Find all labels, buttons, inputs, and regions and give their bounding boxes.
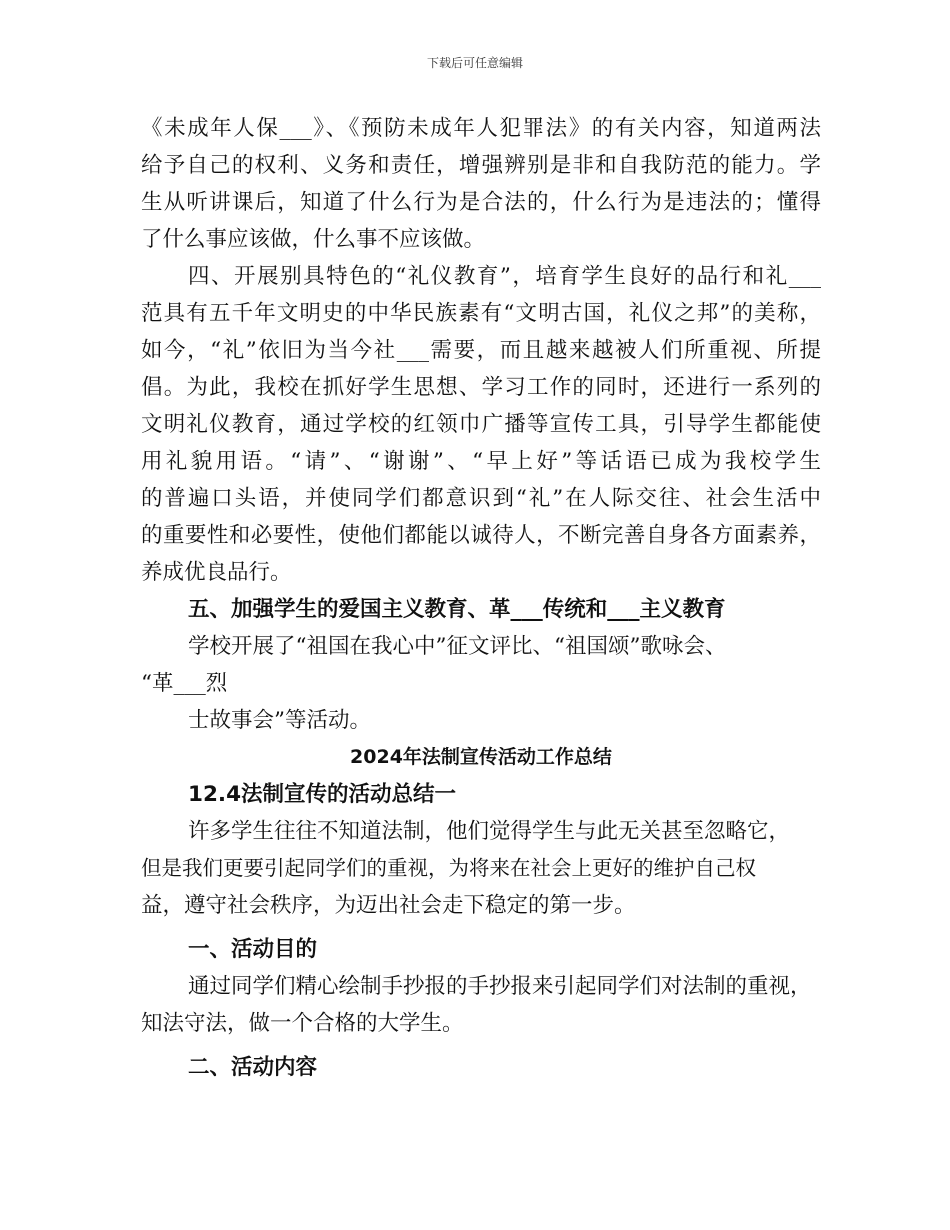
- paragraph-line: 知法守法，做一个合格的大学生。: [141, 1011, 464, 1036]
- paragraph-line: 但是我们更要引起同学们的重视，为将来在社会上更好的维护自己权: [141, 856, 756, 880]
- page-header-note: 下载后可任意编辑: [426, 56, 523, 70]
- paragraph-line: 许多学生往往不知道法制，他们觉得学生与此无关甚至忽略它，: [188, 819, 791, 844]
- paragraph-line: 了什么事应该做，什么事不应该做。: [141, 227, 486, 252]
- paragraph-line: 《未成年人保___》、《预防未成年人犯罪法》的有关内容，知道两法: [141, 116, 821, 141]
- document-title: 2024年法制宣传活动工作总结: [350, 746, 612, 768]
- paragraph-line: 的普遍口头语，并使同学们都意识到“礼”在人际交往、社会生活中: [141, 486, 821, 511]
- section-heading: 二、活动内容: [188, 1055, 318, 1080]
- paragraph-line: 四、开展别具特色的“礼仪教育”，培育学生良好的品行和礼___: [188, 264, 821, 289]
- paragraph-line: 给予自己的权利、义务和责任，增强辨别是非和自我防范的能力。学: [141, 153, 821, 178]
- document-subtitle: 12.4法制宣传的活动总结一: [188, 782, 457, 807]
- paragraph-line: 用礼貌用语。“请”、“谢谢”、“早上好”等话语已成为我校学生: [141, 449, 821, 474]
- section-heading: 一、活动目的: [188, 937, 318, 962]
- paragraph-line: 通过同学们精心绘制手抄报的手抄报来引起同学们对法制的重视，: [188, 974, 812, 999]
- paragraph-line: 学校开展了“祖国在我心中”征文评比、“祖国颂”歌咏会、: [188, 634, 727, 659]
- spacer: [141, 924, 821, 931]
- paragraph-line: 文明礼仪教育，通过学校的红领巾广播等宣传工具，引导学生都能使: [141, 412, 821, 437]
- paragraph-line: 范具有五千年文明史的中华民族素有“文明古国，礼仪之邦”的美称，: [141, 301, 821, 326]
- paragraph-line: 益，遵守社会秩序，为迈出社会走下稳定的第一步。: [141, 893, 636, 918]
- section-goal: [141, 931, 821, 1042]
- paragraph-line: 养成优良品行。: [141, 560, 292, 585]
- paragraph-law-content: [141, 110, 821, 258]
- paragraph-line: 的重要性和必要性，使他们都能以诚待人，不断完善自身各方面素养，: [141, 523, 821, 548]
- section-heading: 五、加强学生的爱国主义教育、革___传统和___主义教育: [188, 597, 726, 622]
- paragraph-line: 如今，“礼”依旧为当今社___需要，而且越来越被人们所重视、所提: [141, 338, 821, 363]
- paragraph-line: 士故事会”等活动。: [188, 708, 371, 733]
- section-content: [141, 1049, 821, 1086]
- paragraph-line: “革___烈: [141, 671, 228, 696]
- paragraph-intro: [141, 813, 821, 924]
- paragraph-etiquette-education: [141, 258, 821, 591]
- spacer: [141, 1042, 821, 1049]
- paragraph-line: 生从听讲课后，知道了什么行为是合法的，什么行为是违法的；懂得: [141, 190, 821, 215]
- section-patriotism: [141, 591, 821, 739]
- paragraph-line: 倡。为此，我校在抓好学生思想、学习工作的同时，还进行一系列的: [141, 375, 821, 400]
- document-body: [141, 110, 821, 1086]
